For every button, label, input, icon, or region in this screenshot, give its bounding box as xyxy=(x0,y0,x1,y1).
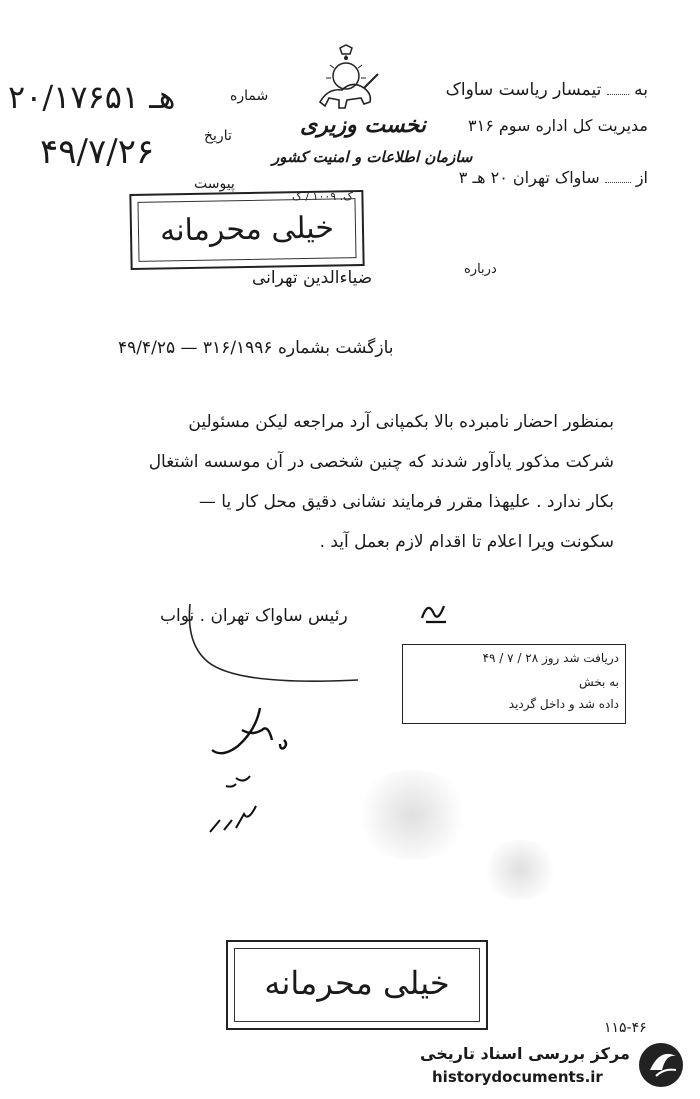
lion-and-sun-emblem xyxy=(306,44,386,114)
reference-line: بازگشت بشماره ۳۱۶/۱۹۹۶ — ۴۹/۴/۲۵ xyxy=(118,338,394,358)
handwritten-annotations xyxy=(196,700,326,850)
date-value: ۴۹/۷/۲۶ xyxy=(40,132,155,172)
pen-stroke xyxy=(150,586,370,696)
to-line-2 xyxy=(468,116,648,135)
classification-stamp-top-text: خیلی محرمانه xyxy=(159,210,335,249)
body-line-2: شرکت مذکور یادآور شدند که چنین شخصی در آن موسسه اشتغال xyxy=(148,452,614,472)
number-value: ۲۰/۱۷۶۵۱ هـ xyxy=(8,78,176,116)
to-line2-value: مدیریت کل اداره سوم ۳۱۶ xyxy=(468,116,648,135)
to-value: تیمسار ریاست ساواک xyxy=(445,80,602,100)
organization-title: سازمان اطلاعات و امنیت کشور xyxy=(272,148,473,166)
classification-stamp-bottom xyxy=(226,940,488,1030)
reference-code: ک. ۱۰۰۹ / ک xyxy=(292,190,354,203)
signature-scribble xyxy=(418,596,452,626)
date-label: تاریخ xyxy=(204,128,232,144)
receipt-stamp-line3: داده شد و داخل گردید xyxy=(508,697,619,711)
from-line xyxy=(459,168,648,187)
attachment-label: پیوست xyxy=(194,176,235,192)
number-label: شماره xyxy=(230,88,269,104)
receipt-stamp-line2: به بخش xyxy=(579,675,619,689)
receipt-stamp-line1: دریافت شد روز ۲۸ / ۷ / ۴۹ xyxy=(482,651,619,665)
ministry-title: نخست وزیری xyxy=(300,112,426,138)
receipt-stamp xyxy=(402,644,626,724)
from-value: ساواک تهران ۲۰ هـ ۳ xyxy=(458,168,600,187)
body-line-3: بکار ندارد . علیهذا مقرر فرمایند نشانی دقیق محل کار یا — xyxy=(198,492,614,512)
watermark-title: مرکز بررسی اسناد تاریخی xyxy=(420,1044,630,1063)
subject-prefix: درباره xyxy=(464,262,497,277)
to-prefix: به xyxy=(634,80,648,100)
signature-line: رئیس ساواک تهران . نواب xyxy=(160,606,348,626)
subject-value: ضیاءالدین تهرانی xyxy=(252,268,373,288)
page-reference: ۱۱۵-۴۶ xyxy=(604,1020,647,1036)
body-line-4: سکونت ویرا اعلام تا اقدام لازم بعمل آید . xyxy=(319,532,614,552)
watermark-url: historydocuments.ir xyxy=(432,1068,603,1086)
to-line xyxy=(446,80,648,100)
body-line-1: بمنظور احضار نامبرده بالا بکمپانی آرد مراجعه لیکن مسئولین xyxy=(188,412,614,432)
center-logo-icon xyxy=(636,1040,686,1090)
from-prefix: از xyxy=(635,168,648,187)
classification-stamp-top xyxy=(129,190,364,270)
classification-stamp-bottom-text: خیلی محرمانه xyxy=(264,964,450,1002)
